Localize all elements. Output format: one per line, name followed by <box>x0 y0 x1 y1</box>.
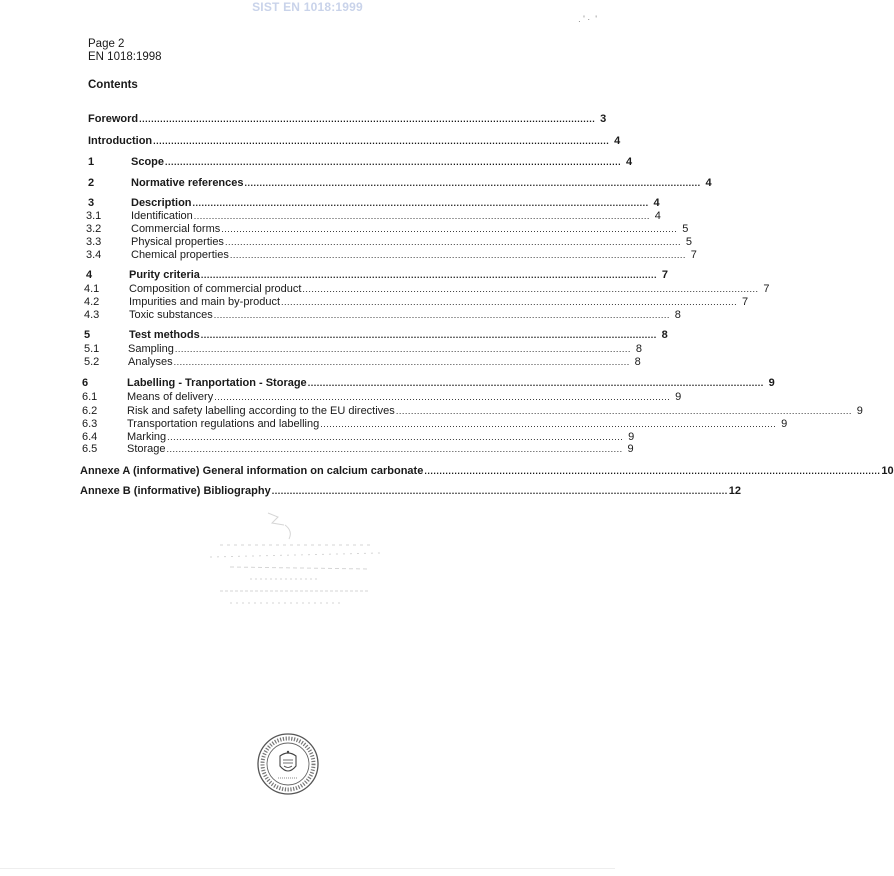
toc-leader: ........................................................................................................................................................ <box>173 357 630 367</box>
toc-entry-commercial-forms[interactable] <box>86 223 689 236</box>
toc-leader: ........................................................................................................................................................ <box>221 224 678 234</box>
toc-entry-sampling[interactable] <box>84 343 642 356</box>
toc-entry-toxic-substances[interactable] <box>84 309 681 322</box>
toc-leader: ........................................................................................................................................................ <box>174 344 631 354</box>
toc-number: 4.1 <box>84 283 100 295</box>
toc-entry-physical-properties[interactable] <box>86 236 693 249</box>
toc-number: 6.3 <box>82 418 98 430</box>
toc-leader: ........................................................................................................................................................ <box>167 432 624 442</box>
toc-page: 4 <box>625 156 633 168</box>
toc-entry-annex-a[interactable] <box>80 465 894 478</box>
toc-number: 4.2 <box>84 296 100 308</box>
toc-entry-description[interactable] <box>88 197 660 210</box>
watermark: SIST EN 1018:1999 <box>252 0 363 14</box>
toc-number: 3 <box>88 197 95 209</box>
toc-title: Impurities and main by-product <box>129 296 281 308</box>
toc-leader: ........................................................................................................................................................ <box>244 178 701 188</box>
toc-title: Identification <box>131 210 193 222</box>
toc-title: Description <box>131 197 192 209</box>
toc-leader: ........................................................................................................................................................ <box>214 392 671 402</box>
toc-title: Physical properties <box>131 236 224 248</box>
toc-entry-impurities[interactable] <box>84 296 749 309</box>
toc-title: Risk and safety labelling according to the EU directives <box>127 405 395 417</box>
toc-leader: ........................................................................................................................................................ <box>320 419 777 429</box>
toc-title: Chemical properties <box>131 249 229 261</box>
toc-title: Test methods <box>129 329 200 341</box>
toc-title: Means of delivery <box>127 391 214 403</box>
toc-number: 4.3 <box>84 309 100 321</box>
toc-leader: ........................................................................................................................................................ <box>200 330 657 340</box>
toc-leader: ........................................................................................................................................................ <box>271 486 728 496</box>
toc-page: 9 <box>675 391 682 403</box>
toc-number: 3.4 <box>86 249 102 261</box>
toc-number: 5.2 <box>84 356 100 368</box>
toc-title: Scope <box>131 156 165 168</box>
toc-leader: ........................................................................................................................................................ <box>192 198 649 208</box>
toc-page: 8 <box>661 329 668 341</box>
toc-entry-introduction[interactable] <box>88 135 621 148</box>
toc-entry-foreword[interactable] <box>88 113 607 126</box>
toc-title: Commercial forms <box>131 223 221 235</box>
toc-number: 3.2 <box>86 223 102 235</box>
toc-number: 5.1 <box>84 343 100 355</box>
toc-page: 8 <box>635 343 642 355</box>
toc-page: 9 <box>628 431 635 443</box>
scan-marks: . ' · ' <box>578 14 597 24</box>
toc-leader: ........................................................................................................................................................ <box>200 270 657 280</box>
toc-page: 7 <box>741 296 749 308</box>
toc-number: 3.1 <box>86 210 102 222</box>
toc-title: Storage <box>127 443 166 455</box>
toc-title: Toxic substances <box>129 309 213 321</box>
toc-page: 7 <box>690 249 697 261</box>
toc-page: 4 <box>654 210 661 222</box>
toc-leader: ........................................................................................................................................................ <box>213 310 670 320</box>
toc-title: Labelling - Tranportation - Storage <box>127 377 307 389</box>
toc-title: Sampling <box>128 343 174 355</box>
toc-number: 3.3 <box>86 236 102 248</box>
toc-leader: ........................................................................................................................................................ <box>166 444 623 454</box>
toc-title: Analyses <box>128 356 173 368</box>
standard-number: EN 1018:1998 <box>88 51 162 63</box>
toc-page: 4 <box>653 197 660 209</box>
toc-entry-composition[interactable] <box>84 283 770 296</box>
toc-page: 8 <box>634 356 641 368</box>
toc-title: Marking <box>127 431 167 443</box>
toc-leader: ........................................................................................................................................................ <box>139 114 596 124</box>
toc-page: 4 <box>705 177 712 189</box>
page-bottom-edge <box>0 868 615 869</box>
toc-number: 6.2 <box>82 405 98 417</box>
toc-number: 5 <box>84 329 91 341</box>
toc-title: Annexe A (informative) General information on calcium carbonate <box>80 465 424 477</box>
toc-title: Foreword <box>88 113 139 125</box>
toc-entry-identification[interactable] <box>86 210 661 223</box>
toc-number: 2 <box>88 177 95 189</box>
toc-page: 5 <box>682 223 689 235</box>
contents-heading: Contents <box>88 79 138 91</box>
toc-entry-means-of-delivery[interactable] <box>82 391 682 404</box>
toc-leader: ........................................................................................................................................................ <box>424 466 881 476</box>
toc-page: 7 <box>763 283 770 295</box>
toc-leader: ........................................................................................................................................................ <box>307 378 764 388</box>
toc-leader: ........................................................................................................................................................ <box>395 406 852 416</box>
toc-leader: ........................................................................................................................................................ <box>165 157 622 167</box>
toc-page: 7 <box>661 269 668 281</box>
toc-page: 9 <box>856 405 863 417</box>
toc-leader: ........................................................................................................................................................ <box>224 237 682 247</box>
toc-number: 1 <box>88 156 95 168</box>
toc-entry-test-methods[interactable] <box>84 329 668 342</box>
toc-title: Transportation regulations and labelling <box>127 418 320 430</box>
toc-page: 4 <box>614 135 621 147</box>
toc-leader: ........................................................................................................................................................ <box>193 211 650 221</box>
toc-leader: ........................................................................................................................................................ <box>153 136 610 146</box>
toc-number: 6.5 <box>82 443 98 455</box>
toc-title: Purity criteria <box>129 269 200 281</box>
toc-leader: ........................................................................................................................................................ <box>302 284 759 294</box>
toc-number: 6.4 <box>82 431 98 443</box>
toc-page: 8 <box>674 309 681 321</box>
toc-page: 3 <box>600 113 607 125</box>
toc-page: 5 <box>685 236 693 248</box>
toc-page: 9 <box>781 418 788 430</box>
toc-entry-chemical-properties[interactable] <box>86 249 697 262</box>
toc-number: 6.1 <box>82 391 98 403</box>
toc-entry-scope[interactable] <box>88 156 633 169</box>
toc-page: 12 <box>728 485 742 497</box>
toc-entry-transportation-regulations[interactable] <box>82 418 788 431</box>
toc-title: Normative references <box>131 177 244 189</box>
toc-title: Composition of commercial product <box>129 283 302 295</box>
toc-entry-annex-b[interactable] <box>80 485 742 498</box>
toc-leader: ........................................................................................................................................................ <box>281 297 738 307</box>
toc-title: Introduction <box>88 135 153 147</box>
toc-title: Annexe B (informative) Bibliography <box>80 485 271 497</box>
toc-entry-storage[interactable] <box>82 443 634 456</box>
toc-entry-purity-criteria[interactable] <box>86 269 668 282</box>
page-number: Page 2 <box>88 38 125 50</box>
toc-page: 9 <box>768 377 775 389</box>
toc-page: 9 <box>627 443 634 455</box>
toc-number: 4 <box>86 269 93 281</box>
toc-number: 6 <box>82 377 89 389</box>
faint-bleed-through-stamp <box>190 505 390 635</box>
toc-entry-labelling[interactable] <box>82 377 775 390</box>
toc-entry-analyses[interactable] <box>84 356 641 369</box>
toc-leader: ........................................................................................................................................................ <box>229 250 686 260</box>
toc-entry-normative-references[interactable] <box>88 177 712 190</box>
toc-entry-risk-safety-labelling[interactable] <box>82 405 863 418</box>
seal-stamp-icon <box>256 732 320 796</box>
toc-page: 10 <box>881 465 894 477</box>
